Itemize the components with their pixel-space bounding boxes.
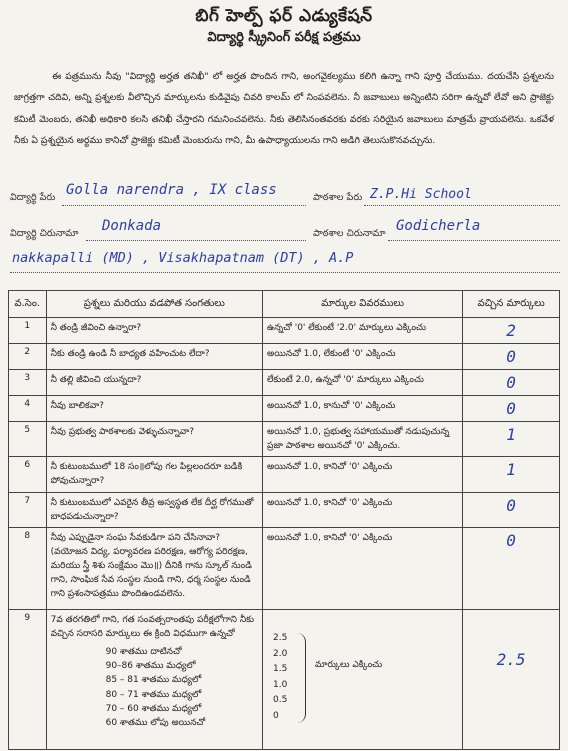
instructions-paragraph: ఈ పత్రమును నీవు "విద్యార్థి అర్హత తనిఖీ" లో అర్హత పొందిన గాని, అంగవైకల్యము కలిగి ఉన్నా గాని పూర్తి చేయుము. దయచేసి ప్రశ్నలను జాగ్రత్తగా చదివి, అన్ని ప్రశ్నలకు వీలొచ్చిన మార్కులను కుడివైపు చివరి కాలమ్ లో నింపవలెను. నీ జవాబులు అన్నింటిని సరిగా ఉన్నవో లేవో అని ప్రాజెక్టు కమిటీ మెంబరు, తనిఖీ అధికారి కలసి తనిఖీ చేస్తారని గమనించవలెను. నీకు తెలిసినంతవరకు వరకు సరియైన జవాబులు మాత్రమే వ్రాయవలెను. ఒకవేళ నీకు ఏ ప్రశ్నయైన అర్థము కానిచో ప్రాజెక్టు కమిటీ మెంబరును గాని, మీ ఉపాధ్యాయులను గాని అడిగి తెలుసుకొనవచ్చును. xyxy=(14,71,554,147)
scale-values xyxy=(273,631,287,725)
row-detail: ఉన్నచో '0' లేకుంటే '2.0' మార్కులు ఎక్కించు xyxy=(263,318,463,344)
school-name-label: పాఠశాల పేరు xyxy=(313,192,363,203)
row-question: నీవు ఎప్పుడైనా సంఘ సేవకుడిగా పని చేసినావా? (వయోజన విద్య, పర్యావరణ పరిరక్షణ, ఆరోగ్య పరిరక్షణ, మరియు స్త్రీ శిశు సంక్షేమం మొ॥) దీనికి గాను స్కూల్ నుండి గాని, సాంఘిక సేవ సంస్థల నుండి గాని, ధర్మ సంస్థల నుండి గాని ప్రశంసాపత్రము పొందిఉండవలెను. xyxy=(46,528,262,610)
row-number: 2 xyxy=(9,344,47,370)
header-serial: వ.సెం. xyxy=(9,291,47,318)
header-marks-obtained: వచ్చిన మార్కులు xyxy=(463,291,560,318)
row-mark: 1 xyxy=(506,460,516,479)
table-header-row xyxy=(9,291,560,318)
table-row xyxy=(9,493,560,528)
scale-value: 0 xyxy=(273,710,279,721)
row-question: నీ కుటుంబములో 18 సం॥లోపు గల పిల్లలందరూ బడికి పోవుచున్నారా? xyxy=(46,457,262,493)
range-item: 90 శాతము దాటినచో xyxy=(105,647,182,657)
row-mark: 0 xyxy=(506,496,516,515)
school-name-value[interactable]: Z.P.Hi School xyxy=(370,187,472,202)
row-number: 4 xyxy=(9,396,47,422)
scale-value: 1.5 xyxy=(273,664,288,675)
form-subtitle: విద్యార్థి స్క్రీనింగ్ పరీక్ష పత్రము xyxy=(207,30,361,45)
mark-scale xyxy=(267,613,458,728)
row-mark: 0 xyxy=(506,399,516,418)
screening-table xyxy=(8,290,560,750)
scale-value: 1.0 xyxy=(273,679,288,690)
table-row xyxy=(9,457,560,493)
row-number: 8 xyxy=(9,528,47,610)
table-row xyxy=(9,422,560,457)
range-item: 85 – 81 శాతము మధ్యలో xyxy=(105,675,202,686)
student-address-label: విద్యార్థి చిరునామా xyxy=(10,228,79,239)
scale-label: మార్కులు ఎక్కించు xyxy=(315,660,383,670)
scale-brace xyxy=(297,633,306,723)
row-question-cell xyxy=(46,610,262,750)
scale-value: 0.5 xyxy=(273,695,288,706)
row-mark: 0 xyxy=(506,531,516,550)
row-mark-cell[interactable] xyxy=(463,318,560,344)
row-question: నీ తండ్రి జీవించి ఉన్నారా? xyxy=(46,318,262,344)
scale-value: 2.5 xyxy=(273,633,288,643)
row-question: నీకు తండ్రి ఉండి నీ బాధ్యత వహించుట లేదా? xyxy=(46,344,262,370)
school-name-line xyxy=(364,205,560,206)
row-mark-cell[interactable] xyxy=(463,422,560,457)
table-row xyxy=(9,528,560,610)
row-mark-cell[interactable] xyxy=(463,457,560,493)
form-title: బిగ్ హెల్ప్ ఫర్ ఎడ్యుకేషన్ xyxy=(195,6,373,26)
row-detail: అయినచో 1.0, కానిచో '0' ఎక్కించు xyxy=(263,528,463,610)
percentage-ranges xyxy=(106,645,258,730)
row-mark-cell[interactable] xyxy=(463,528,560,610)
table-row xyxy=(9,396,560,422)
row-question: 7వ తరగతిలో గాని, గత సంవత్సరాంతపు పరీక్షలోగాని నీకు వచ్చిన సరాసరి మార్కులు ఈ క్రింది విధముగా ఉన్నచో xyxy=(50,615,254,639)
table-row xyxy=(9,370,560,396)
row-number: 5 xyxy=(9,422,47,457)
scale-value: 2.0 xyxy=(273,648,288,659)
row-mark-cell[interactable] xyxy=(463,493,560,528)
student-name-label: విద్యార్థి పేరు xyxy=(10,192,56,203)
row-detail-cell xyxy=(263,610,463,750)
table-row xyxy=(9,344,560,370)
range-item: 70 – 60 శాతము మధ్యలో xyxy=(105,703,202,714)
address-line2-value[interactable]: nakkapalli (MD) , Visakhapatnam (DT) , A.P xyxy=(12,250,354,266)
row-detail: అయినచో 1.0, కానిచో '0' ఎక్కించు xyxy=(263,457,463,493)
row-mark-cell[interactable] xyxy=(463,610,560,750)
row-mark-cell[interactable] xyxy=(463,344,560,370)
header-questions: ప్రశ్నలు మరియు వడపోత సంగతులు xyxy=(46,291,262,318)
student-address-line xyxy=(86,240,306,241)
row-mark: 0 xyxy=(506,373,516,392)
school-address-value[interactable]: Godicherla xyxy=(396,218,481,234)
table-row xyxy=(9,318,560,344)
school-address-label: పాఠశాల చిరునామా xyxy=(313,228,386,239)
row-detail: అయినచో 1.0, ప్రభుత్వ సహాయముతో నడుపుచున్న ప్రజా పాఠశాల అయినచో '0' ఎక్కించు. xyxy=(263,422,463,457)
row-question: నీ కుటుంబములో ఎవరైన తీవ్ర అస్వస్థత లేక దీర్ఘ రోగముతో బాధపడుచున్నారా? xyxy=(46,493,262,528)
row-mark: 0 xyxy=(506,347,516,366)
row-detail: అయినచో 1.0, లేకుంటే '0' ఎక్కించు xyxy=(263,344,463,370)
row-mark: 2 xyxy=(506,321,516,340)
row-number: 7 xyxy=(9,493,47,528)
student-address-value[interactable]: Donkada xyxy=(102,218,162,234)
row-number: 3 xyxy=(9,370,47,396)
school-address-line xyxy=(388,240,560,241)
row-detail: లేకుంటే 2.0, ఉన్నచో '0' మార్కులు ఎక్కించు xyxy=(263,370,463,396)
range-item: 80 – 71 శాతము మధ్యలో xyxy=(105,689,202,700)
header-mark-details: మార్కుల వివరములు xyxy=(263,291,463,318)
row-mark: 2.5 xyxy=(496,650,526,669)
address-line2-line xyxy=(10,272,560,273)
row-question: నీవు బాలికవా? xyxy=(46,396,262,422)
table-row xyxy=(9,610,560,750)
range-item: 60 శాతము లోపు అయినచో xyxy=(105,718,206,729)
row-question: నీవు ప్రభుత్వ పాఠశాలకు వెళ్ళుచున్నావా? xyxy=(46,422,262,457)
student-name-line xyxy=(62,205,306,206)
row-detail: అయినచో 1.0, కానుచో '0' ఎక్కించు xyxy=(263,396,463,422)
row-number: 9 xyxy=(9,610,47,750)
row-number: 6 xyxy=(9,457,47,493)
row-mark-cell[interactable] xyxy=(463,370,560,396)
student-name-value[interactable]: Golla narendra , IX class xyxy=(66,182,277,198)
range-item: 90–86 శాతము మధ్యలో xyxy=(105,661,196,672)
row-mark-cell[interactable] xyxy=(463,396,560,422)
row-question: నీ తల్లి జీవించి యున్నదా? xyxy=(46,370,262,396)
row-number: 1 xyxy=(9,318,47,344)
row-detail: అయినచో 1.0, కానిచో '0' ఎక్కించు xyxy=(263,493,463,528)
row-mark: 1 xyxy=(506,425,516,444)
